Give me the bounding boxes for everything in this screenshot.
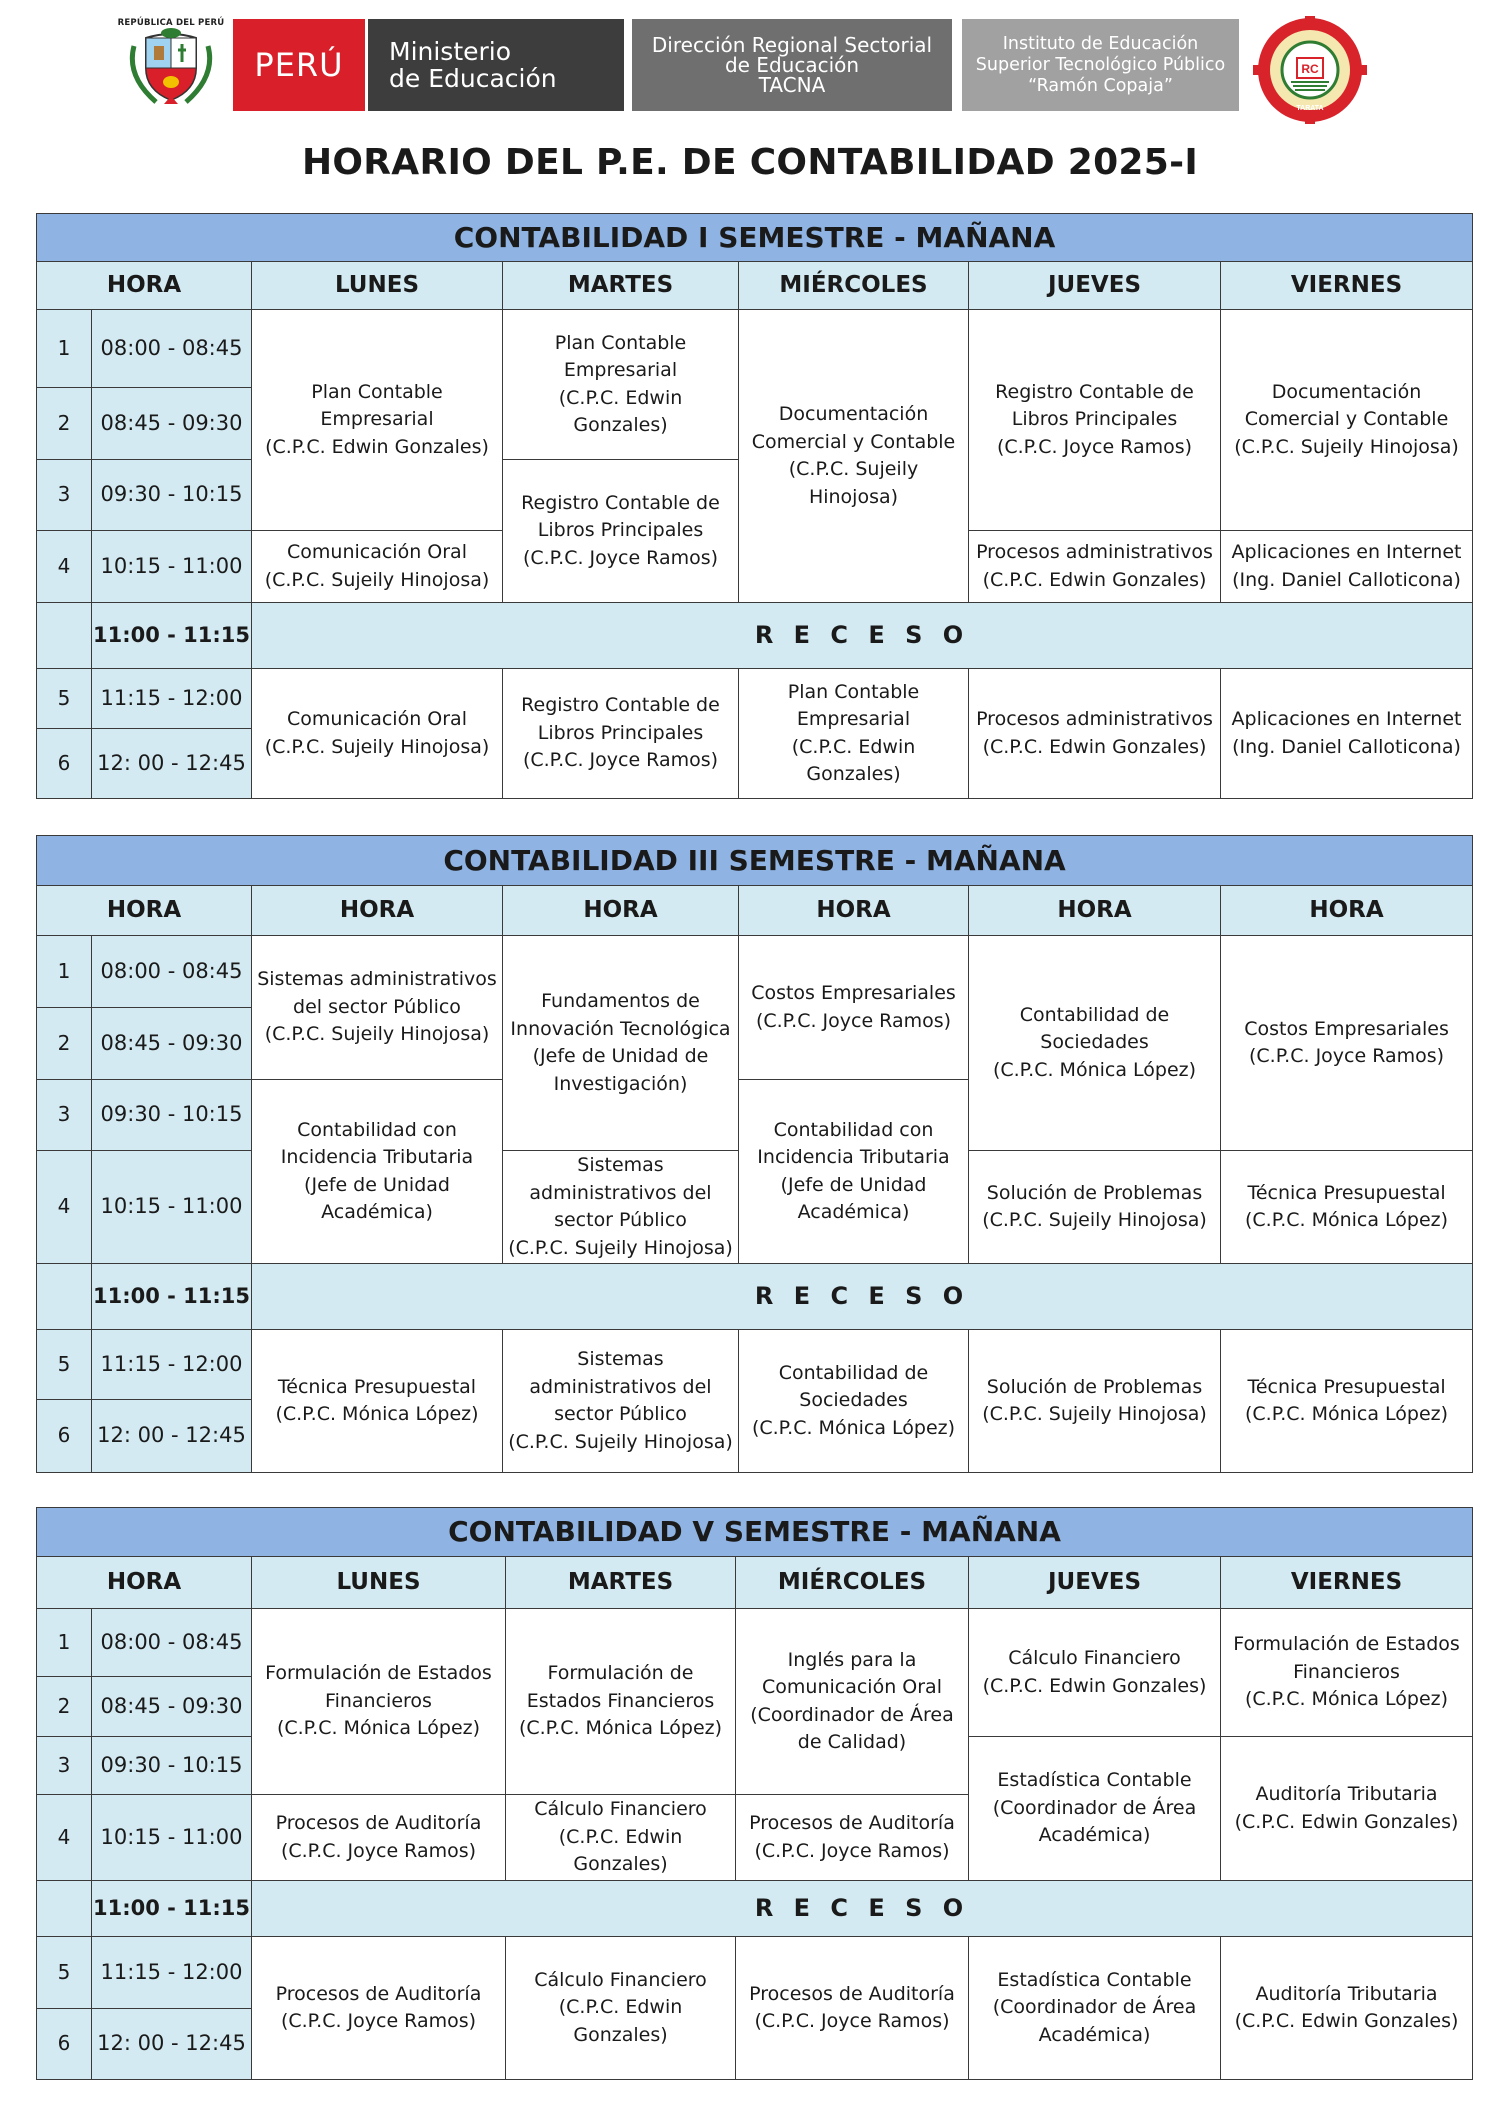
class-line: Fundamentos de	[541, 990, 700, 1012]
period-time: 08:00 - 08:45	[92, 936, 252, 1008]
institute-seal-icon	[1251, 16, 1369, 124]
recess-label: R E C E S O	[252, 603, 1473, 669]
period-time: 08:00 - 08:45	[92, 1609, 252, 1677]
period-time: 11:15 - 12:00	[92, 1937, 252, 2009]
ministry-brand-box	[368, 19, 624, 111]
class-line: Aplicaciones en Internet	[1231, 708, 1462, 730]
class-line: Gonzales)	[573, 2023, 668, 2046]
class-cell-lunes	[252, 531, 503, 603]
recess-number-cell	[37, 1881, 92, 1937]
col-header-hora: HORA	[37, 1557, 252, 1609]
schedule-table-sem-3	[36, 835, 1473, 1473]
period-time: 12: 00 - 12:45	[92, 2009, 252, 2080]
class-line: (C.P.C. Mónica López)	[276, 1717, 481, 1740]
class-line: (C.P.C. Edwin	[558, 1996, 683, 2019]
class-line: Técnica Presupuestal	[1247, 1375, 1446, 1398]
class-line: Libros Principales	[537, 721, 704, 744]
class-line: Investigación)	[553, 1072, 688, 1095]
class-line: (C.P.C. Joyce Ramos)	[522, 749, 719, 772]
col-header-hora: HORA	[969, 886, 1221, 936]
class-line: Sistemas	[577, 1348, 664, 1370]
class-cell-martes	[506, 1795, 736, 1881]
class-line: de Calidad)	[797, 1731, 907, 1753]
class-line: (C.P.C. Joyce Ramos)	[280, 2010, 477, 2032]
class-line: Inglés para la	[787, 1648, 917, 1671]
class-line: (C.P.C. Sujeily Hinojosa)	[264, 1023, 490, 1046]
class-cell-lunes	[252, 936, 503, 1080]
class-line: (Ing. Daniel Calloticona)	[1232, 568, 1461, 591]
class-line: Académica)	[797, 1201, 910, 1223]
period-time: 08:45 - 09:30	[92, 1008, 252, 1080]
class-line: (C.P.C. Mónica López)	[518, 1717, 723, 1740]
class-cell-martes	[503, 310, 739, 460]
class-cell-miercoles	[736, 1609, 969, 1795]
col-header-lunes: LUNES	[252, 262, 503, 310]
period-number: 6	[37, 1400, 92, 1473]
class-line: (C.P.C. Mónica López)	[992, 1058, 1197, 1081]
class-line: Procesos administrativos	[976, 541, 1213, 563]
class-line: Libros Principales	[1011, 408, 1178, 431]
class-line: Contabilidad con	[297, 1118, 457, 1141]
class-line: Documentación	[778, 403, 929, 425]
period-number: 4	[37, 1795, 92, 1881]
class-line: (C.P.C. Edwin Gonzales)	[265, 435, 489, 458]
class-line: sector Público	[554, 1403, 687, 1425]
class-line: (C.P.C. Sujeily Hinojosa)	[264, 568, 490, 591]
class-line: Procesos de Auditoría	[275, 1982, 482, 2005]
class-line: Comunicación Oral	[762, 1676, 942, 1698]
period-number: 4	[37, 531, 92, 603]
section-title: CONTABILIDAD III SEMESTRE - MAÑANA	[37, 836, 1473, 886]
col-header-hora: HORA	[739, 886, 969, 936]
class-line: (C.P.C. Mónica López)	[1244, 1688, 1449, 1711]
class-line: (Coordinador de Área	[992, 1996, 1197, 2019]
class-line: Empresarial	[796, 708, 911, 730]
period-time: 11:15 - 12:00	[92, 669, 252, 729]
class-line: Cálculo Financiero	[534, 1798, 707, 1821]
class-line: (C.P.C. Joyce Ramos)	[280, 1839, 477, 1862]
class-line: (C.P.C. Joyce Ramos)	[754, 1839, 950, 1862]
class-cell-viernes	[1221, 1937, 1473, 2080]
class-cell-martes	[506, 1609, 736, 1795]
period-time: 10:15 - 11:00	[92, 531, 252, 603]
class-line: (C.P.C. Mónica López)	[1244, 1209, 1449, 1231]
period-time: 10:15 - 11:00	[92, 1795, 252, 1881]
col-header-miercoles: MIÉRCOLES	[739, 262, 969, 310]
class-line: Cálculo Financiero	[534, 1968, 707, 1991]
class-line: (C.P.C. Edwin	[791, 735, 916, 758]
section-title: CONTABILIDAD V SEMESTRE - MAÑANA	[37, 1508, 1473, 1557]
col-header-martes: MARTES	[503, 262, 739, 310]
class-cell-miercoles	[739, 936, 969, 1080]
class-line: Innovación Tecnológica	[510, 1017, 731, 1040]
class-line: (Coordinador de Área	[750, 1703, 954, 1726]
class-cell-viernes	[1221, 1609, 1473, 1737]
class-line: Estadística Contable	[997, 1769, 1192, 1792]
drse-line-1: Dirección Regional Sectorial	[651, 33, 933, 57]
seal-letters: RC	[1301, 62, 1319, 76]
class-line: (Jefe de Unidad	[304, 1173, 450, 1196]
class-cell-martes	[503, 1151, 739, 1264]
class-cell-jueves	[969, 531, 1221, 603]
peru-coat-of-arms	[116, 16, 226, 112]
col-header-martes: MARTES	[506, 1557, 736, 1609]
class-cell-jueves	[969, 1937, 1221, 2080]
col-header-hora: HORA	[503, 886, 739, 936]
class-cell-lunes	[252, 1080, 503, 1264]
class-cell-miercoles	[736, 1937, 969, 2080]
class-line: (C.P.C. Joyce Ramos)	[522, 546, 719, 569]
col-header-viernes: VIERNES	[1221, 262, 1473, 310]
drse-line-3: TACNA	[758, 73, 826, 97]
class-cell-martes	[503, 460, 739, 603]
class-line: (C.P.C. Sujeily Hinojosa)	[508, 1430, 733, 1453]
recess-time: 11:00 - 11:15	[92, 1264, 252, 1330]
period-number: 6	[37, 2009, 92, 2080]
recess-number-cell	[37, 603, 92, 669]
class-line: Gonzales)	[573, 414, 668, 436]
class-line: Gonzales)	[806, 763, 901, 785]
class-line: (C.P.C. Edwin Gonzales)	[1234, 2010, 1459, 2032]
recess-time: 11:00 - 11:15	[92, 1881, 252, 1937]
class-line: Formulación de Estados	[1233, 1633, 1460, 1656]
col-header-hora: HORA	[1221, 886, 1473, 936]
class-line: Libros Principales	[537, 519, 704, 542]
class-line: Plan Contable	[554, 331, 687, 354]
class-cell-jueves	[969, 669, 1221, 799]
class-line: (C.P.C. Joyce Ramos)	[1248, 1045, 1445, 1067]
class-cell-lunes	[252, 1795, 506, 1881]
class-line: Sistemas	[577, 1154, 664, 1176]
class-line: Comercial y Contable	[1244, 408, 1449, 431]
class-cell-miercoles	[739, 310, 969, 603]
class-line: (Coordinador de Área	[992, 1796, 1197, 1819]
class-cell-jueves	[969, 1151, 1221, 1264]
institute-line-2: Superior Tecnológico Público	[975, 54, 1226, 75]
class-line: Aplicaciones en Internet	[1231, 541, 1462, 563]
class-line: Procesos de Auditoría	[749, 1982, 955, 2005]
class-line: Técnica Presupuestal	[1247, 1181, 1446, 1204]
period-number: 1	[37, 936, 92, 1008]
class-line: (C.P.C. Sujeily	[788, 458, 919, 480]
col-header-miercoles: MIÉRCOLES	[736, 1557, 969, 1609]
header-logo-bar	[0, 16, 1500, 112]
class-cell-lunes	[252, 1330, 503, 1473]
col-header-jueves: JUEVES	[969, 262, 1221, 310]
class-line: (C.P.C. Mónica López)	[275, 1403, 479, 1425]
class-line: (C.P.C. Sujeily Hinojosa)	[264, 735, 490, 758]
institute-line-3: “Ramón Copaja”	[1028, 75, 1173, 96]
class-line: Plan Contable	[787, 680, 920, 703]
recess-number-cell	[37, 1264, 92, 1330]
class-line: Procesos de Auditoría	[275, 1812, 482, 1834]
class-line: (C.P.C. Joyce Ramos)	[754, 2010, 950, 2032]
drse-line-2: de Educación	[724, 53, 860, 77]
class-line: Incidencia Tributaria	[280, 1146, 474, 1168]
class-cell-viernes	[1221, 669, 1473, 799]
class-line: (C.P.C. Sujeily Hinojosa)	[508, 1236, 733, 1259]
class-line: Procesos administrativos	[976, 708, 1213, 730]
class-cell-martes	[503, 669, 739, 799]
class-line: (C.P.C. Edwin Gonzales)	[982, 735, 1207, 758]
period-number: 5	[37, 1330, 92, 1400]
class-cell-lunes	[252, 1937, 506, 2080]
period-number: 2	[37, 388, 92, 460]
class-line: (C.P.C. Joyce Ramos)	[755, 1009, 952, 1032]
class-line: Auditoría Tributaria	[1255, 1783, 1438, 1805]
class-line: (C.P.C. Mónica López)	[751, 1416, 956, 1439]
crest-label: REPÚBLICA DEL PERÚ	[117, 18, 225, 28]
class-line: Académica)	[1038, 1824, 1151, 1847]
period-time: 08:45 - 09:30	[92, 1677, 252, 1737]
class-line: Estados Financieros	[526, 1689, 715, 1712]
class-line: Formulación de Estados	[265, 1662, 492, 1685]
col-header-hora: HORA	[37, 886, 252, 936]
class-line: (C.P.C. Edwin Gonzales)	[1234, 1810, 1459, 1833]
class-cell-lunes	[252, 310, 503, 531]
recess-label: R E C E S O	[252, 1881, 1473, 1937]
class-line: Auditoría Tributaria	[1255, 1982, 1438, 2005]
col-header-viernes: VIERNES	[1221, 1557, 1473, 1609]
class-line: Registro Contable de	[521, 694, 720, 717]
class-line: Financieros	[325, 1689, 432, 1712]
class-line: Plan Contable	[311, 380, 443, 403]
recess-label: R E C E S O	[252, 1264, 1473, 1330]
period-number: 1	[37, 1609, 92, 1677]
class-line: Sistemas administrativos	[257, 968, 497, 991]
ministry-line-2: de Educación	[389, 64, 557, 93]
class-cell-miercoles	[739, 1080, 969, 1264]
period-number: 2	[37, 1677, 92, 1737]
class-line: Estadística Contable	[997, 1968, 1192, 1991]
period-number: 1	[37, 310, 92, 388]
class-cell-viernes	[1221, 1151, 1473, 1264]
class-cell-jueves	[969, 310, 1221, 531]
col-header-hora: HORA	[252, 886, 503, 936]
col-header-jueves: JUEVES	[969, 1557, 1221, 1609]
schedule-table-sem-1	[36, 213, 1473, 799]
period-time: 08:00 - 08:45	[92, 310, 252, 388]
ministry-line-1: Ministerio	[389, 37, 512, 66]
class-line: Contabilidad de	[1019, 1003, 1170, 1026]
coat-of-arms-icon	[116, 16, 226, 112]
class-cell-viernes	[1221, 1330, 1473, 1473]
peru-brand-box: PERÚ	[233, 19, 365, 111]
class-line: Empresarial	[320, 408, 434, 431]
schedule-table-sem-5	[36, 1507, 1473, 2080]
class-line: Sociedades	[1040, 1031, 1149, 1054]
period-time: 12: 00 - 12:45	[92, 1400, 252, 1473]
class-line: (Ing. Daniel Calloticona)	[1232, 735, 1461, 758]
class-line: (C.P.C. Sujeily Hinojosa)	[1234, 435, 1459, 458]
class-line: (C.P.C. Edwin Gonzales)	[982, 568, 1207, 591]
class-line: Solución de Problemas	[986, 1375, 1203, 1398]
class-line: (C.P.C. Edwin	[558, 1825, 683, 1848]
class-line: Contabilidad de	[778, 1361, 929, 1384]
class-cell-martes	[506, 1937, 736, 2080]
period-number: 5	[37, 1937, 92, 2009]
class-cell-jueves	[969, 1609, 1221, 1737]
class-cell-lunes	[252, 669, 503, 799]
class-line: del sector Público	[293, 995, 461, 1018]
class-line: administrativos del	[529, 1375, 712, 1398]
period-number: 5	[37, 669, 92, 729]
drse-brand-box	[632, 19, 952, 111]
recess-time: 11:00 - 11:15	[92, 603, 252, 669]
col-header-hora: HORA	[37, 262, 252, 310]
period-number: 3	[37, 1080, 92, 1151]
period-time: 09:30 - 10:15	[92, 1080, 252, 1151]
class-cell-miercoles	[739, 669, 969, 799]
class-cell-martes	[503, 1330, 739, 1473]
class-line: Comunicación Oral	[287, 541, 467, 563]
class-line: (C.P.C. Sujeily Hinojosa)	[982, 1403, 1207, 1425]
class-line: Registro Contable de	[995, 380, 1194, 403]
institute-brand-box	[962, 19, 1239, 111]
class-line: Académica)	[1038, 2023, 1151, 2046]
period-number: 2	[37, 1008, 92, 1080]
class-line: Registro Contable de	[521, 491, 720, 514]
class-cell-jueves	[969, 1737, 1221, 1881]
class-line: (C.P.C. Edwin	[558, 386, 683, 409]
class-cell-lunes	[252, 1609, 506, 1795]
class-line: Cálculo Financiero	[1008, 1647, 1181, 1669]
class-line: (C.P.C. Sujeily Hinojosa)	[982, 1209, 1207, 1231]
class-line: Incidencia Tributaria	[757, 1146, 950, 1168]
class-line: (C.P.C. Edwin Gonzales)	[982, 1674, 1207, 1697]
period-time: 11:15 - 12:00	[92, 1330, 252, 1400]
class-line: Comunicación Oral	[287, 708, 467, 730]
class-line: Empresarial	[563, 359, 678, 381]
class-line: Hinojosa)	[808, 485, 899, 508]
class-cell-martes	[503, 936, 739, 1151]
class-line: Solución de Problemas	[986, 1181, 1203, 1204]
period-time: 09:30 - 10:15	[92, 460, 252, 531]
class-line: Académica)	[321, 1201, 433, 1223]
class-cell-viernes	[1221, 1737, 1473, 1881]
class-cell-viernes	[1221, 310, 1473, 531]
class-line: Costos Empresariales	[1244, 1017, 1449, 1040]
class-line: (C.P.C. Joyce Ramos)	[996, 435, 1193, 458]
seal-text: TARATA	[1296, 105, 1324, 112]
class-line: Contabilidad con	[773, 1118, 934, 1141]
class-cell-miercoles	[739, 1330, 969, 1473]
class-line: Documentación	[1271, 380, 1422, 403]
class-line: Gonzales)	[573, 1853, 668, 1876]
class-line: Procesos de Auditoría	[749, 1812, 955, 1834]
class-line: Formulación de	[547, 1662, 694, 1685]
class-cell-miercoles	[736, 1795, 969, 1881]
class-line: administrativos del	[529, 1181, 712, 1204]
class-line: Técnica Presupuestal	[277, 1375, 477, 1398]
class-line: Financieros	[1293, 1660, 1400, 1683]
period-number: 3	[37, 460, 92, 531]
page-title: HORARIO DEL P.E. DE CONTABILIDAD 2025-I	[301, 142, 1199, 183]
class-cell-jueves	[969, 936, 1221, 1151]
class-line: Costos Empresariales	[751, 982, 956, 1004]
period-time: 10:15 - 11:00	[92, 1151, 252, 1264]
period-time: 12: 00 - 12:45	[92, 729, 252, 799]
class-line: (Jefe de Unidad	[780, 1173, 927, 1196]
period-time: 09:30 - 10:15	[92, 1737, 252, 1795]
period-time: 08:45 - 09:30	[92, 388, 252, 460]
class-line: Sociedades	[799, 1389, 908, 1412]
period-number: 3	[37, 1737, 92, 1795]
section-title: CONTABILIDAD I SEMESTRE - MAÑANA	[37, 214, 1473, 262]
col-header-lunes: LUNES	[252, 1557, 506, 1609]
class-cell-viernes	[1221, 531, 1473, 603]
period-number: 6	[37, 729, 92, 799]
class-cell-jueves	[969, 1330, 1221, 1473]
class-line: sector Público	[554, 1209, 687, 1231]
class-cell-viernes	[1221, 936, 1473, 1151]
period-number: 4	[37, 1151, 92, 1264]
class-line: Comercial y Contable	[751, 430, 956, 453]
class-line: (C.P.C. Mónica López)	[1244, 1403, 1449, 1425]
institute-line-1: Instituto de Educación	[1002, 33, 1199, 54]
class-line: (Jefe de Unidad de	[532, 1045, 709, 1067]
